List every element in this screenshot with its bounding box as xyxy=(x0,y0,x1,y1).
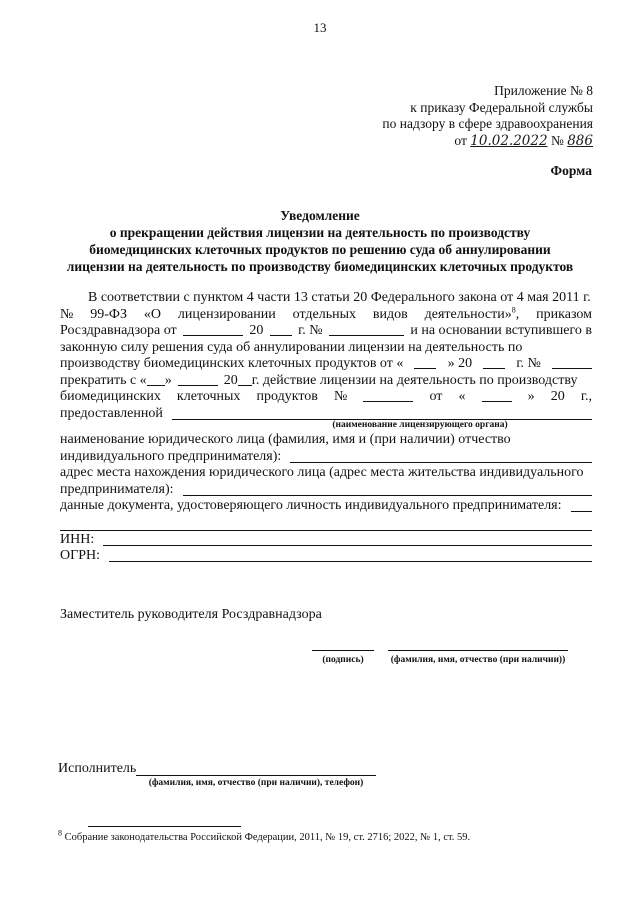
executor-caption: (фамилия, имя, отчество (при наличии), телефон) xyxy=(148,778,364,788)
body-line-1: В соответствии с пунктом 4 части 13 статьи 20 Федерального закона от 4 мая 2011 г. xyxy=(88,290,591,305)
executor-label: Исполнитель xyxy=(58,761,137,776)
court-year-blank[interactable] xyxy=(483,356,505,369)
appendix-line-3: по надзору в сфере здравоохранения xyxy=(382,116,593,131)
body-line-7: биомедицинских клеточных продуктов № от « » 20 г., xyxy=(60,389,592,404)
handwritten-date: 10.02.2022 xyxy=(470,132,548,149)
ogrn-field[interactable] xyxy=(109,548,592,562)
order-year-blank[interactable] xyxy=(270,323,292,336)
appendix-line-2: к приказу Федеральной службы xyxy=(410,99,593,115)
inn-field[interactable] xyxy=(103,532,592,546)
applicant-name-line: индивидуального предпринимателя): xyxy=(60,449,592,466)
body-line-5: производству биомедицинских клеточных продуктов от « » 20 г. № xyxy=(60,356,592,373)
title-line-2: о прекращении действия лицензии на деятельность по производству xyxy=(109,225,531,240)
id-document-extra-field[interactable] xyxy=(60,515,592,531)
footnote-ref: 8 xyxy=(511,304,516,314)
applicant-name-label: наименование юридического лица (фамилия, имя и (при наличии) отчество xyxy=(60,432,511,447)
applicant-name-field[interactable] xyxy=(290,449,592,463)
signer-name-caption: (фамилия, имя, отчество (при наличии)) xyxy=(390,655,566,665)
body-line-4: законную силу решения суда об аннулировании лицензии на деятельность по xyxy=(60,339,523,355)
stop-day-blank[interactable] xyxy=(147,373,165,386)
order-date-blank[interactable] xyxy=(183,323,243,336)
handwritten-number: 886 xyxy=(567,132,593,149)
signer-name-line[interactable] xyxy=(388,650,568,651)
body-line-8: предоставленной xyxy=(60,406,592,423)
body-line-3: Росздравнадзора от 20 г. № и на основании вступившего в xyxy=(60,323,592,338)
body-paragraph xyxy=(60,290,592,422)
number-prefix: № xyxy=(550,132,564,148)
stop-year-blank[interactable] xyxy=(238,373,252,386)
body-line-2: № 99-ФЗ «О лицензировании отдельных видов деятельности»$^8$, приказом xyxy=(60,304,592,322)
form-label: Форма xyxy=(550,163,592,178)
id-document-line: данные документа, удостоверяющего личность индивидуального предпринимателя: xyxy=(60,498,592,515)
body-line-6: прекратить с « » 20 г. действие лицензии на деятельность по производству xyxy=(60,372,578,388)
document-title xyxy=(50,207,590,275)
appendix-block xyxy=(382,83,593,149)
date-prefix: от xyxy=(454,132,467,148)
signature-line[interactable] xyxy=(312,650,374,651)
licensing-authority-field[interactable] xyxy=(172,406,592,420)
footnote-mark: 8 xyxy=(58,828,62,838)
court-number-blank[interactable] xyxy=(552,356,592,369)
address-label: адрес места нахождения юридического лица (адрес места жительства индивидуального xyxy=(60,465,584,480)
ogrn-line: ОГРН: xyxy=(60,548,592,565)
court-day-blank[interactable] xyxy=(414,356,436,369)
address-line: предпринимателя): xyxy=(60,482,592,499)
order-number-blank[interactable] xyxy=(329,323,404,336)
footnote-text: Собрание законодательства Российской Федерации, 2011, № 19, ст. 2716; 2022, № 1, ст. 59. xyxy=(64,832,471,843)
signature-caption: (подпись) xyxy=(322,655,364,665)
applicant-block xyxy=(60,432,592,565)
signer-position: Заместитель руководителя Росздравнадзора xyxy=(60,607,322,622)
inn-line: ИНН: xyxy=(60,532,592,549)
page-number: 13 xyxy=(313,20,327,35)
license-day-blank[interactable] xyxy=(482,389,512,402)
id-document-field[interactable] xyxy=(571,498,592,512)
appendix-date-line xyxy=(382,133,593,150)
licensing-authority-caption: (наименование лицензирующего органа) xyxy=(332,420,508,430)
stop-month-blank[interactable] xyxy=(178,373,218,386)
title-line-4: лицензии на деятельность по производству биомедицинских клеточных продуктов xyxy=(66,259,574,274)
footnote-separator xyxy=(88,826,241,827)
address-field[interactable] xyxy=(183,482,592,496)
title-line-1: Уведомление xyxy=(280,208,360,223)
appendix-line-1: Приложение № 8 xyxy=(494,83,593,98)
title-line-3: биомедицинских клеточных продуктов по решению суда об аннулировании xyxy=(89,242,551,257)
license-number-blank[interactable] xyxy=(363,389,413,402)
executor-field[interactable] xyxy=(136,775,376,776)
footnote xyxy=(58,828,471,843)
